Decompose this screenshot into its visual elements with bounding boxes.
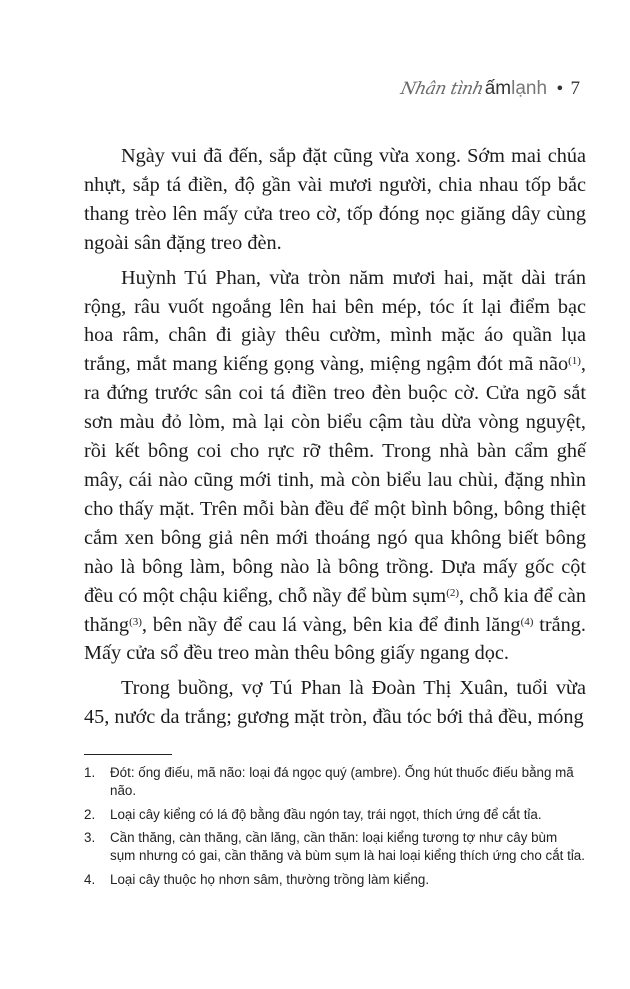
footnote-3	[84, 829, 586, 865]
footnote-number: 1.	[84, 765, 96, 780]
header-bullet: •	[555, 79, 565, 98]
footnote-marker-4: (4)	[520, 615, 534, 628]
footnote-marker-1: (1)	[568, 355, 581, 368]
running-header	[398, 78, 580, 100]
book-title-part2: lạnh	[511, 78, 548, 99]
footnote-text: Loại cây kiểng có lá độ bằng đầu ngón tay, trái ngọt, thích ứng để cắt tỉa.	[110, 806, 542, 822]
footnote-marker-3: (3)	[129, 615, 142, 628]
paragraph-1: Ngày vui đã đến, sắp đặt cũng vừa xong. Sớm mai chúa nhựt, sắp tá điền, độ gần vài mươi người, chia nhau tốp bắc thang trèo lên mấy cửa treo cờ, tốp đóng nọc giăng dây cùng ngoài sân đặng treo đèn.	[84, 145, 586, 254]
paragraph-2-text-a: Huỳnh Tú Phan, vừa tròn năm mươi hai, mặt dài trán rộng, râu vuốt ngoắng lên hai bên mép, tóc ít lại điểm bạc hoa râm, chân đi giày thêu cườm, mình mặc áo quần lụa trắng, mắt mang kiếng gọng vàng, miệng ngậm đót mã não	[84, 266, 586, 376]
paragraph-2-text-d: , bên nầy để cau lá vàng, bên kia để đinh lăng	[141, 613, 521, 636]
footnote-number: 3.	[84, 830, 96, 846]
footnote-4	[84, 871, 586, 889]
footnote-1	[84, 764, 586, 800]
book-title-part1: ấm	[484, 78, 512, 99]
footnote-marker-2: (2)	[446, 586, 460, 599]
footnote-number: 4.	[84, 871, 96, 887]
footnote-text: Loại cây thuộc họ nhơn sâm, thường trồng làm kiểng.	[110, 871, 430, 887]
header-script-logo: Nhân tình	[398, 79, 485, 99]
footnote-number: 2.	[84, 806, 96, 822]
footnote-text: Đót: ống điếu, mã não: loại đá ngọc quý (ambre). Ống hút thuốc điếu bằng mã não.	[110, 765, 574, 798]
paragraph-2-text-b: , ra đứng trước sân coi tá điền treo đèn buộc cờ. Cửa ngõ sắt sơn màu đỏ lòm, mà lại còn biểu cậm tàu dừa vòng nguyệt, rồi kết bông coi cho rực rỡ thêm. Trong nhà bàn cẩm ghế mây, cái nào cũng mới tinh, mà còn biểu lau chùi, đặng nhìn cho thấy mặt. Trên mỗi bàn đều để một bình bông, bông thiệt cắm xen bông giả nên mới thoáng ngó qua không biết bông nào là bông làm, bông nào là bông trồng. Dựa mấy gốc cột đều có một chậu kiểng, chỗ nầy để bùm sụm	[84, 353, 586, 607]
footnote-2	[84, 806, 586, 824]
footnote-text: Cần thăng, càn thăng, cần lăng, cần thăn: loại kiểng tương tợ như cây bùm sụm nhưng có gai, cần thăng và bùm sụm là hai loại kiểng thích ứng cho cắt tỉa.	[110, 830, 585, 864]
paragraph-3: Trong buồng, vợ Tú Phan là Đoàn Thị Xuân, tuổi vừa 45, nước da trắng; gương mặt tròn, đầu tóc bới thả đều, móng	[84, 677, 586, 729]
paragraph-2	[84, 264, 586, 669]
footnotes	[84, 764, 586, 895]
body-text	[84, 142, 586, 738]
footnote-divider	[84, 754, 172, 755]
page-number: 7	[570, 78, 580, 99]
paragraph-2-text-e: trắng. Mấy cửa sổ đều treo màn thêu bông giấy ngang dọc.	[84, 613, 586, 665]
paragraph-2-text-c: , chỗ kia để càn thăng	[84, 584, 586, 636]
book-title	[485, 78, 547, 100]
